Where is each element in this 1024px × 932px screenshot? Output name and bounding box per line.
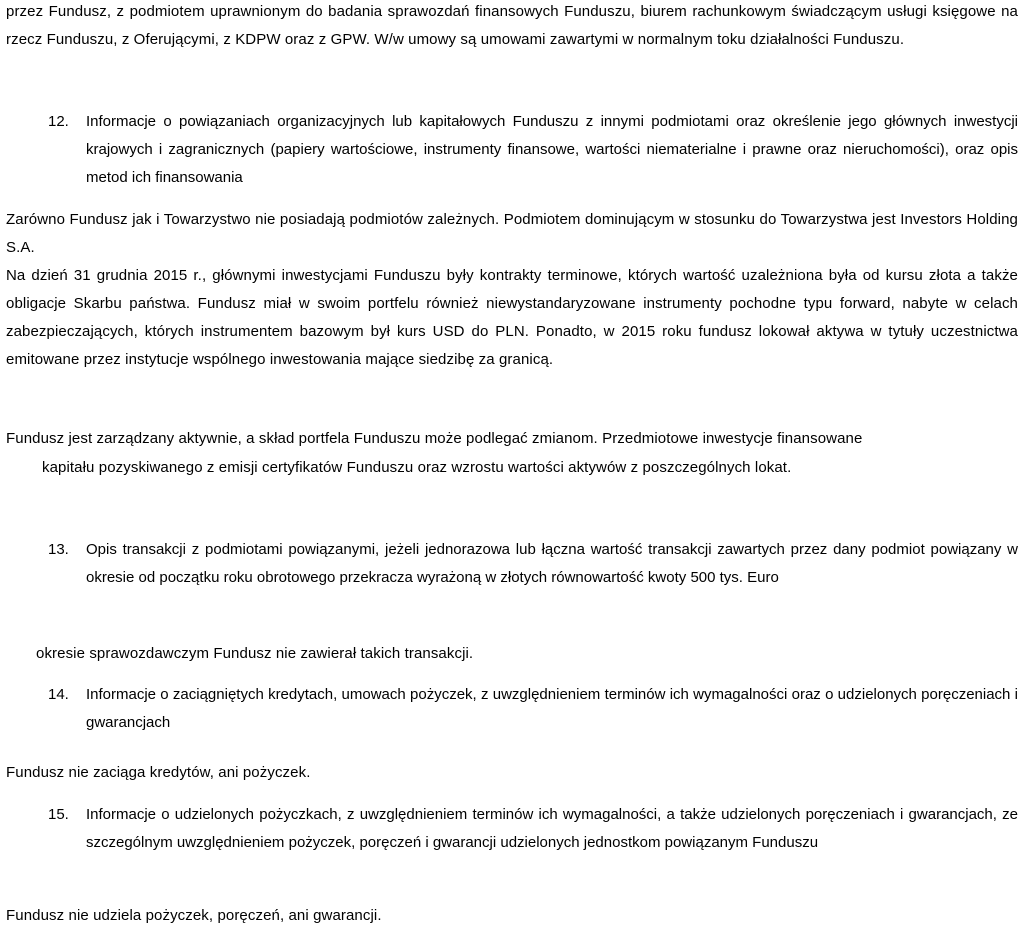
section-12-paragraph-3-continued: kapitału pozyskiwanego z emisji certyfikatów Funduszu oraz wzrostu wartości aktywów z poszczególnych lokat. <box>42 459 792 476</box>
section-12-title: Informacje o powiązaniach organizacyjnych lub kapitałowych Funduszu z innymi podmiotami oraz określenie jego głównych inwestycji krajowych i zagranicznych (papiery wartościowe, instrumenty finansowe, wartości niematerialne i prawne oraz nieruchomości), oraz opis metod ich finansowania <box>86 113 1018 186</box>
section-12-paragraph-1: Zarówno Fundusz jak i Towarzystwo nie posiadają podmiotów zależnych. Podmiotem dominującym w stosunku do Towarzystwa jest Investors Holding S.A. <box>6 211 1018 256</box>
section-14-title: Informacje o zaciągniętych kredytach, umowach pożyczek, z uwzględnieniem terminów ich wymagalności oraz o udzielonych poręczeniach i gwarancjach <box>86 686 1018 731</box>
section-13-paragraph-1: okresie sprawozdawczym Fundusz nie zawierał takich transakcji. <box>36 645 474 662</box>
section-15-paragraph-1: Fundusz nie udziela pożyczek, poręczeń, ani gwarancji. <box>6 907 382 924</box>
intro-paragraph: przez Fundusz, z podmiotem uprawnionym do badania sprawozdań finansowych Funduszu, biurem rachunkowym świadczącym usługi księgowe na rzecz Funduszu, z Oferującymi, z KDPW oraz z GPW. W/w umowy są umowami zawartymi w normalnym toku działalności Funduszu. <box>6 3 1018 48</box>
section-15-number: 15. <box>48 806 69 823</box>
section-12-paragraph-2: Na dzień 31 grudnia 2015 r., głównymi inwestycjami Funduszu były kontrakty terminowe, których wartość uzależniona była od kursu złota a także obligacje Skarbu państwa. Fundusz miał w swoim portfelu również niewystandaryzowane instrumenty pochodne typu forward, nabyte w celach zabezpieczających, których instrumentem bazowym był kurs USD do PLN. Ponadto, w 2015 roku fundusz lokował aktywa w tytuły uczestnictwa emitowane przez instytucje wspólnego inwestowania mające siedzibę za granicą. <box>6 267 1018 368</box>
section-15-title: Informacje o udzielonych pożyczkach, z uwzględnieniem terminów ich wymagalności, a także udzielonych poręczeniach i gwarancjach, ze szczególnym uwzględnieniem pożyczek, poręczeń i gwarancji udzielonych jednostkom powiązanym Funduszu <box>86 806 1018 851</box>
section-12-number: 12. <box>48 113 69 130</box>
section-12-paragraph-3: Fundusz jest zarządzany aktywnie, a skład portfela Funduszu może podlegać zmianom. Przedmiotowe inwestycje finansowane <box>6 430 863 447</box>
section-14-paragraph-1: Fundusz nie zaciąga kredytów, ani pożyczek. <box>6 764 311 781</box>
section-13-number: 13. <box>48 541 69 558</box>
section-14-number: 14. <box>48 686 69 703</box>
section-13-title: Opis transakcji z podmiotami powiązanymi, jeżeli jednorazowa lub łączna wartość transakcji zawartych przez dany podmiot powiązany w okresie od początku roku obrotowego przekracza wyrażoną w złotych równowartość kwoty 500 tys. Euro <box>86 541 1018 586</box>
